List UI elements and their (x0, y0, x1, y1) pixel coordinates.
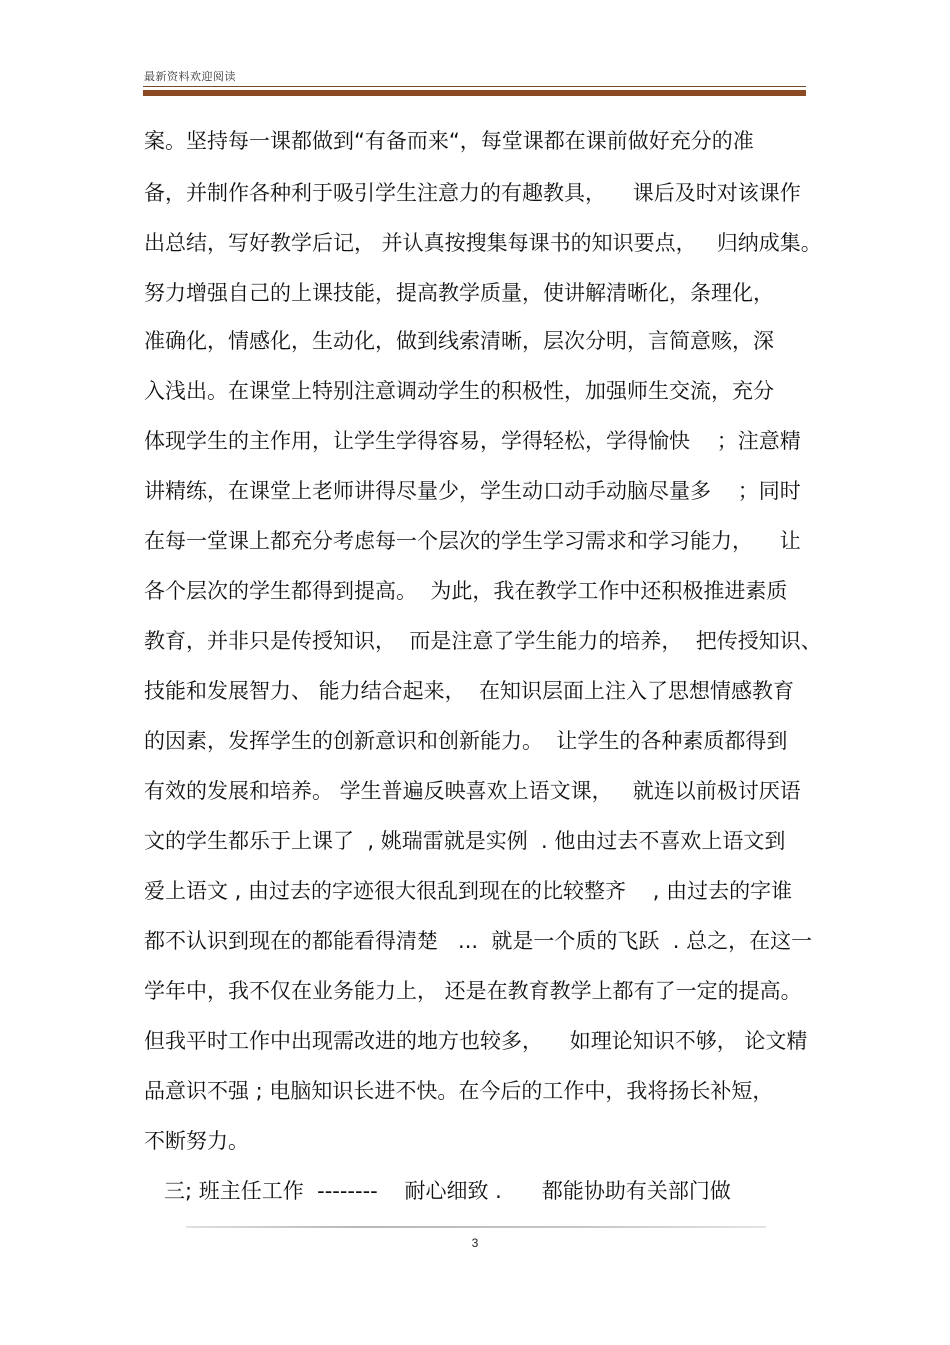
body-line: 讲精练，在课堂上老师讲得尽量少，学生动口动手动脑尽量多 ；同时 (144, 479, 801, 503)
body-line: 三; 班主任工作 -------- 耐心细致 . 都能协助有关部门做 (144, 1179, 731, 1203)
body-line: 都不认识到现在的都能看得清楚 ... 就是一个质的飞跃 . 总之，在这一 (144, 929, 813, 953)
body-line: 学年中，我不仅在业务能力上， 还是在教育教学上都有了一定的提高。 (144, 979, 802, 1003)
body-line: 文的学生都乐于上课了 , 姚瑞雷就是实例 . 他由过去不喜欢上语文到 (144, 829, 786, 853)
body-line: 准确化，情感化，生动化，做到线索清晰，层次分明，言简意赅，深 (144, 329, 774, 353)
body-line: 在每一堂课上都充分考虑每一个层次的学生学习需求和学习能力， 让 (144, 529, 801, 553)
header-rule-thick (143, 90, 806, 96)
body-line: 入浅出。在课堂上特别注意调动学生的积极性，加强师生交流，充分 (144, 379, 774, 403)
body-line: 有效的发展和培养。 学生普遍反映喜欢上语文课， 就连以前极讨厌语 (144, 779, 801, 803)
page-number: 3 (471, 1236, 479, 1250)
footer-rule (186, 1226, 766, 1228)
body-line: 但我平时工作中出现需改进的地方也较多， 如理论知识不够， 论文精 (144, 1029, 808, 1053)
body-line: 技能和发展智力、 能力结合起来， 在知识层面上注入了思想情感教育 (144, 679, 795, 703)
body-line: 教育，并非只是传授知识， 而是注意了学生能力的培养， 把传授知识、 (144, 629, 822, 653)
body-line: 备，并制作各种利于吸引学生注意力的有趣教具， 课后及时对该课作 (144, 181, 801, 205)
body-line: 努力增强自己的上课技能，提高教学质量，使讲解清晰化，条理化， (144, 281, 774, 305)
body-line: 体现学生的主作用，让学生学得容易，学得轻松，学得愉快 ；注意精 (144, 429, 801, 453)
page-header-title: 最新资料欢迎阅读 (144, 70, 236, 83)
header-rule-thin (143, 86, 806, 87)
body-line: 不断努力。 (144, 1129, 249, 1153)
body-line: 品意识不强 ; 电脑知识长进不快。在今后的工作中，我将扬长补短， (144, 1079, 774, 1103)
body-line: 案。坚持每一课都做到“有备而来“，每堂课都在课前做好充分的准 (144, 129, 754, 153)
body-line: 的因素，发挥学生的创新意识和创新能力。 让学生的各种素质都得到 (144, 729, 788, 753)
body-line: 各个层次的学生都得到提高。 为此，我在教学工作中还积极推进素质 (144, 579, 788, 603)
body-line: 爱上语文 , 由过去的字迹很大很乱到现在的比较整齐 , 由过去的字谁 (144, 879, 793, 903)
body-line: 出总结，写好教学后记， 并认真按搜集每课书的知识要点， 归纳成集。 (144, 231, 822, 255)
